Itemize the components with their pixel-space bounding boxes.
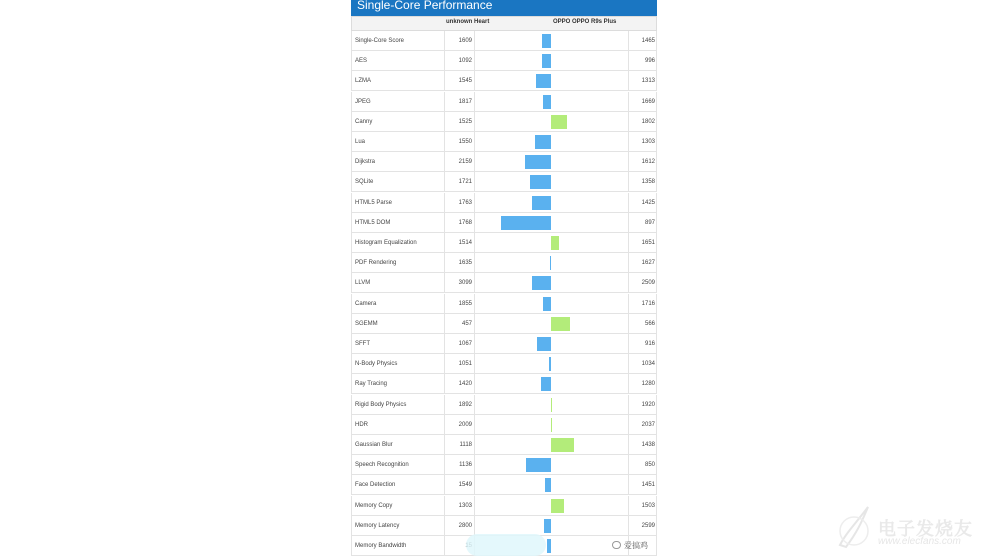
cell-divider — [444, 51, 445, 71]
score-device-a: 1635 — [458, 260, 472, 267]
score-device-a: 1609 — [458, 38, 472, 44]
benchmark-label: Memory Copy — [355, 502, 393, 509]
comparison-bar — [551, 418, 552, 432]
comparison-bar — [535, 135, 551, 149]
table-row — [351, 475, 657, 495]
comparison-bar — [544, 519, 551, 533]
wechat-watermark — [612, 540, 648, 551]
table-row — [351, 51, 657, 71]
comparison-bar — [536, 74, 551, 88]
score-device-b: 897 — [644, 219, 655, 226]
comparison-bar — [551, 115, 567, 129]
benchmark-label: AES — [355, 58, 368, 65]
cell-divider — [474, 213, 475, 233]
score-device-a: 1550 — [458, 139, 472, 145]
score-device-a: 2159 — [458, 159, 472, 166]
score-device-b: 1627 — [641, 260, 655, 267]
benchmark-label: Memory Latency — [355, 522, 400, 529]
cell-divider — [474, 475, 475, 495]
cell-divider — [444, 374, 445, 394]
table-row — [351, 233, 657, 253]
cell-divider — [474, 273, 475, 293]
benchmark-label: HTML5 DOM — [355, 219, 391, 226]
cell-divider — [474, 516, 475, 536]
table-row — [351, 334, 657, 354]
cell-divider — [474, 152, 475, 172]
table-row — [351, 354, 657, 374]
table-row — [351, 31, 657, 51]
benchmark-label: LZMA — [355, 78, 372, 85]
comparison-bar — [551, 499, 564, 513]
comparison-bar — [550, 256, 551, 270]
table-row — [351, 152, 657, 172]
score-device-b: 1612 — [641, 159, 655, 166]
table-row — [351, 374, 657, 394]
cell-divider — [444, 112, 445, 132]
benchmark-label: N-Body Physics — [355, 361, 398, 368]
table-row — [351, 132, 657, 152]
table-row — [351, 415, 657, 435]
cell-divider — [444, 31, 445, 51]
benchmark-label: Histogram Equalization — [355, 240, 417, 246]
cell-divider — [474, 455, 475, 475]
score-device-b: 1425 — [641, 199, 655, 206]
score-device-a: 3099 — [458, 280, 472, 287]
benchmark-label: Canny — [355, 118, 373, 125]
comparison-bar — [551, 317, 570, 331]
cell-divider — [444, 193, 445, 213]
score-device-a: 1549 — [458, 482, 472, 489]
cell-divider — [444, 172, 445, 192]
comparison-bar — [542, 54, 551, 68]
cell-divider — [444, 213, 445, 233]
cell-divider — [444, 475, 445, 495]
comparison-bar — [542, 34, 551, 48]
benchmark-label: SQLite — [355, 179, 374, 186]
cell-divider — [444, 536, 445, 556]
score-device-b: 1303 — [641, 139, 655, 145]
benchmark-label: HDR — [355, 421, 368, 428]
score-device-a: 1136 — [459, 462, 472, 469]
column-header-row — [351, 16, 657, 31]
cell-divider — [474, 112, 475, 132]
column-header-device-a: unknown Heart — [446, 19, 490, 25]
benchmark-label: HTML5 Parse — [355, 199, 393, 206]
table-row — [351, 395, 657, 415]
cell-divider — [474, 132, 475, 152]
cell-divider — [474, 435, 475, 455]
cell-divider — [444, 92, 445, 112]
score-device-a: 1118 — [459, 442, 472, 448]
cell-divider — [444, 233, 445, 253]
score-device-a: 457 — [461, 320, 472, 327]
cell-divider — [474, 294, 475, 314]
benchmark-label: Dijkstra — [355, 159, 376, 166]
score-device-b: 1438 — [641, 442, 655, 448]
cell-divider — [444, 334, 445, 354]
cell-divider — [474, 395, 475, 415]
cell-divider — [444, 395, 445, 415]
table-row — [351, 172, 657, 192]
score-device-b: 1280 — [641, 381, 655, 388]
benchmark-label: PDF Rendering — [355, 260, 397, 267]
cell-divider — [474, 92, 475, 112]
cell-divider — [444, 415, 445, 435]
score-device-a: 2800 — [458, 522, 472, 529]
score-device-b: 850 — [644, 462, 655, 469]
cell-divider — [474, 193, 475, 213]
cell-divider — [474, 354, 475, 374]
score-device-a: 1855 — [458, 300, 472, 307]
logo-swirl-icon — [834, 503, 874, 551]
table-row — [351, 71, 657, 91]
score-device-a: 1420 — [458, 381, 472, 388]
cell-divider — [444, 496, 445, 516]
comparison-bar — [545, 478, 551, 492]
cell-divider — [474, 172, 475, 192]
comparison-bar — [532, 276, 551, 290]
comparison-bar — [526, 458, 551, 472]
score-device-b: 1034 — [641, 361, 655, 368]
benchmark-label: JPEG — [355, 98, 371, 105]
score-device-a: 1303 — [458, 502, 472, 509]
score-device-b: 566 — [644, 320, 655, 327]
benchmark-label: Camera — [355, 300, 377, 307]
comparison-bar — [551, 398, 552, 412]
score-device-b: 1651 — [641, 240, 655, 246]
cell-divider — [474, 233, 475, 253]
score-device-a: 1051 — [458, 361, 472, 368]
cell-divider — [444, 516, 445, 536]
cell-divider — [444, 294, 445, 314]
table-row — [351, 273, 657, 293]
comparison-bar — [541, 377, 551, 391]
score-device-b: 1920 — [641, 401, 655, 408]
table-row — [351, 294, 657, 314]
cell-divider — [474, 253, 475, 273]
comparison-bar — [551, 438, 574, 452]
score-device-b: 1465 — [641, 38, 655, 44]
comparison-bar — [530, 175, 551, 189]
score-device-b: 2037 — [641, 421, 655, 428]
score-device-a: 2009 — [458, 421, 472, 428]
cell-divider — [444, 314, 445, 334]
benchmark-label: SGEMM — [355, 320, 378, 327]
score-device-b: 1669 — [641, 98, 655, 105]
cell-divider — [444, 455, 445, 475]
comparison-bar — [551, 236, 559, 250]
table-row — [351, 516, 657, 536]
table-row — [351, 193, 657, 213]
cell-divider — [444, 152, 445, 172]
cell-divider — [444, 435, 445, 455]
score-device-b: 1802 — [641, 118, 655, 125]
benchmark-label: Face Detection — [355, 482, 396, 489]
cell-divider — [444, 354, 445, 374]
score-device-a: 1525 — [458, 118, 472, 125]
cell-divider — [474, 31, 475, 51]
score-device-b: 1716 — [641, 300, 655, 307]
cell-divider — [474, 496, 475, 516]
score-device-a: 1067 — [458, 341, 472, 347]
wechat-label: 爱搞鸡 — [624, 541, 648, 550]
score-device-b: 1358 — [641, 179, 655, 186]
cell-divider — [474, 71, 475, 91]
cell-divider — [474, 374, 475, 394]
table-row — [351, 496, 657, 516]
cell-divider — [474, 314, 475, 334]
comparison-bar — [532, 196, 551, 210]
comparison-bar — [543, 95, 551, 109]
cell-divider — [444, 273, 445, 293]
benchmark-label: SFFT — [355, 341, 370, 347]
logo-text: 电子发烧友 — [878, 519, 973, 539]
score-device-b: 2599 — [641, 522, 655, 529]
table-row — [351, 213, 657, 233]
benchmark-label: Rigid Body Physics — [355, 401, 407, 408]
comparison-bar — [543, 297, 551, 311]
score-device-b: 916 — [644, 341, 655, 347]
benchmark-label: Speech Recognition — [355, 462, 409, 469]
comparison-bar — [537, 337, 551, 351]
score-device-a: 1514 — [458, 240, 472, 246]
comparison-bar — [547, 539, 551, 553]
column-header-device-b: OPPO OPPO R9s Plus — [553, 19, 617, 25]
benchmark-label: Lua — [355, 139, 366, 145]
panel-title: Single-Core Performance — [351, 0, 657, 16]
cell-divider — [444, 71, 445, 91]
cell-divider — [444, 253, 445, 273]
cell-divider — [474, 334, 475, 354]
score-device-a: 1721 — [458, 179, 472, 186]
score-device-b: 2509 — [641, 280, 655, 287]
table-row — [351, 112, 657, 132]
benchmark-label: Gaussian Blur — [355, 442, 393, 448]
table-row — [351, 314, 657, 334]
benchmark-label: LLVM — [355, 280, 371, 287]
benchmark-label: Ray Tracing — [355, 381, 388, 388]
wechat-icon — [612, 541, 621, 549]
logo-url: www.elecfans.com — [878, 536, 961, 547]
cell-divider — [444, 132, 445, 152]
table-row — [351, 455, 657, 475]
cell-divider — [474, 415, 475, 435]
score-device-a: 1892 — [458, 401, 472, 408]
score-device-a: 1817 — [458, 98, 472, 105]
score-device-b: 996 — [644, 58, 655, 65]
table-row — [351, 92, 657, 112]
score-device-b: 1503 — [641, 502, 655, 509]
score-device-a: 1768 — [458, 219, 472, 226]
table-row — [351, 435, 657, 455]
cell-divider — [474, 51, 475, 71]
watermark-blur — [466, 534, 546, 556]
score-device-b: 1451 — [641, 482, 655, 489]
comparison-bar — [549, 357, 551, 371]
benchmark-label: Memory Bandwidth — [355, 543, 407, 549]
benchmark-label: Single-Core Score — [355, 38, 405, 44]
comparison-bar — [501, 216, 551, 230]
score-device-a: 1092 — [458, 58, 472, 65]
score-device-b: 1313 — [641, 78, 655, 85]
table-row — [351, 253, 657, 273]
elecfans-logo — [834, 503, 979, 553]
comparison-bar — [525, 155, 551, 169]
score-device-a: 1763 — [458, 199, 472, 206]
score-device-a: 1545 — [458, 78, 472, 85]
